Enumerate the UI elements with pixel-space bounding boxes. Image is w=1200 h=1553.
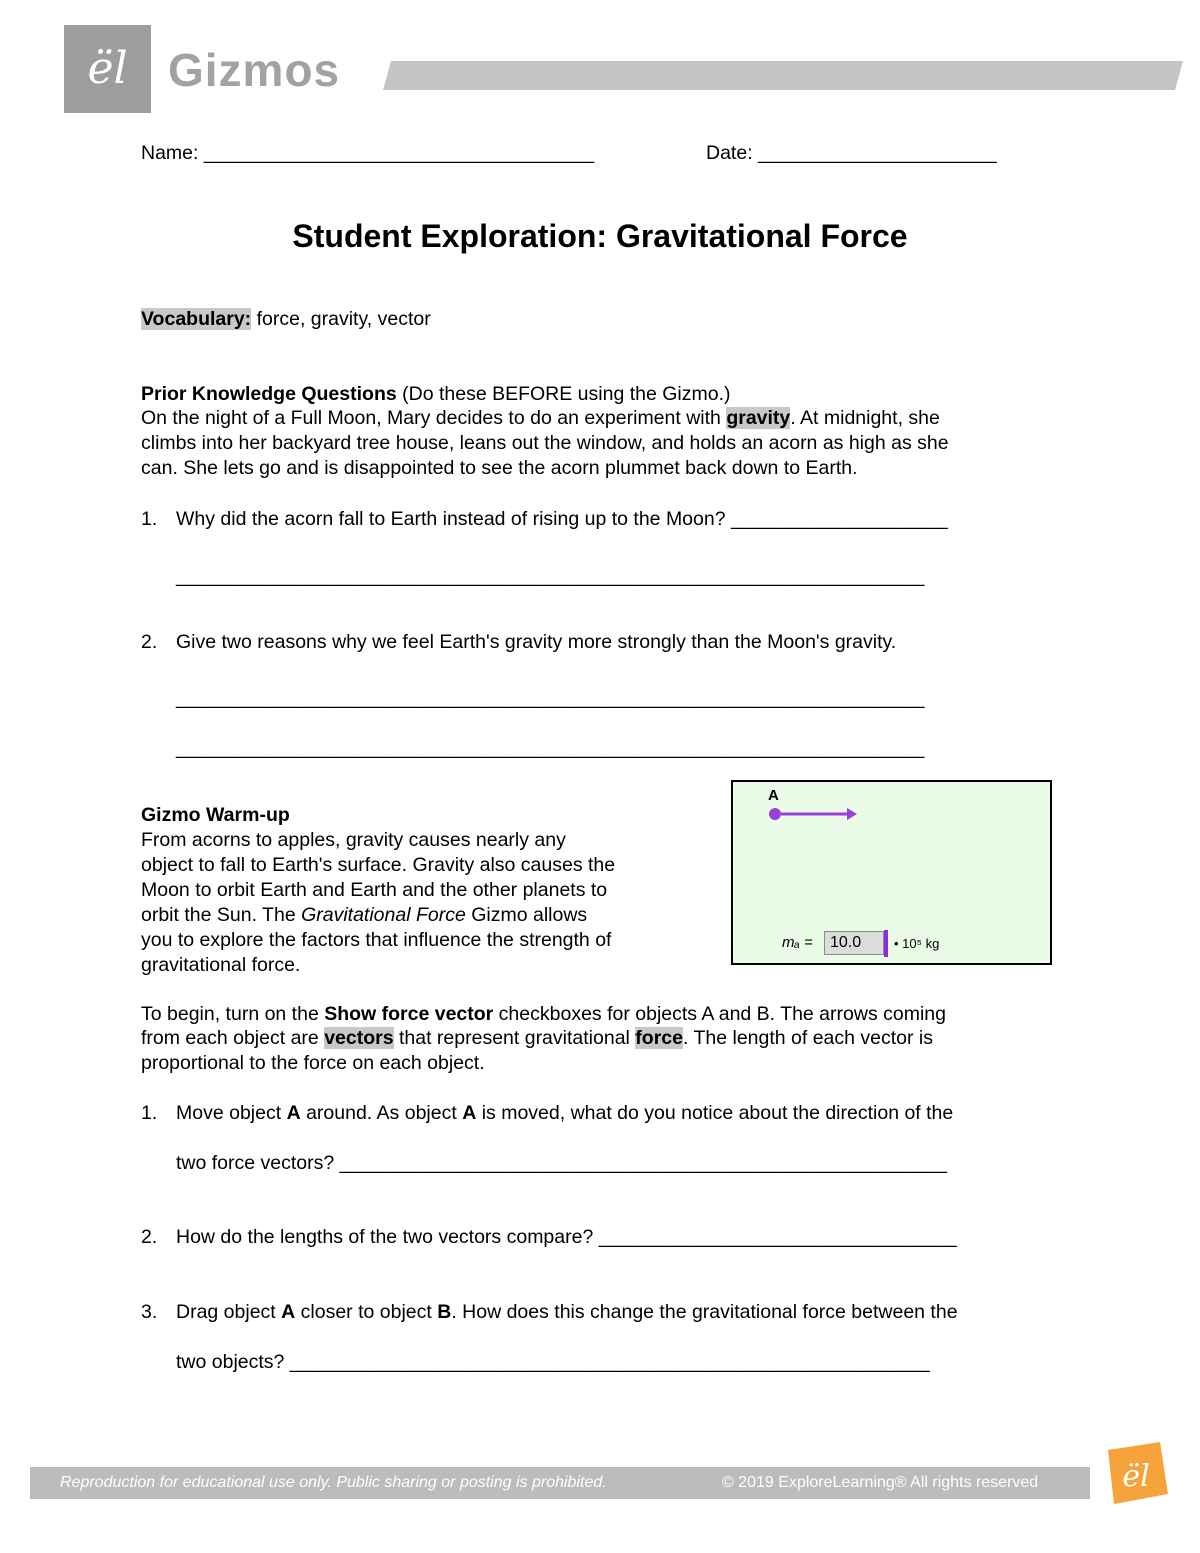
page-title: Student Exploration: Gravitational Force — [292, 218, 908, 254]
wq3-b: A — [281, 1301, 296, 1323]
name-field[interactable] — [141, 141, 594, 166]
instr-2-highlight-force: force — [635, 1027, 683, 1049]
wq1-a: Move object — [176, 1102, 287, 1124]
warmup-q1-answer-line[interactable]: two force vectors? ________________________________________________________ — [176, 1152, 947, 1174]
wq3-a: Drag object — [176, 1301, 282, 1323]
instr-2-text: from each object are — [141, 1027, 325, 1049]
warmup-q3-answer-line[interactable]: two objects? ___________________________________________________________ — [176, 1351, 930, 1373]
instr-2-highlight-vectors: vectors — [324, 1027, 394, 1049]
prior-paragraph-line-1 — [141, 406, 940, 431]
date-field[interactable] — [706, 141, 997, 166]
warmup-line-6: gravitational force. — [141, 954, 301, 976]
warmup-line-1: From acorns to apples, gravity causes nearly any — [141, 829, 566, 851]
instr-1-text: To begin, turn on the — [141, 1003, 325, 1025]
instr-2-tail: . The length of each vector is — [682, 1027, 934, 1049]
wq3-e: . How does this change the gravitational force between the — [451, 1301, 958, 1323]
object-a-ball[interactable] — [769, 808, 781, 820]
warmup-l4-tail: Gizmo allows — [465, 904, 588, 926]
header-bar-shape — [383, 61, 1183, 90]
warmup-line-5: you to explore the factors that influence the strength of — [141, 929, 612, 951]
footer-logo-glyph: ël — [1122, 1459, 1150, 1494]
force-vector-arrowhead — [847, 808, 857, 820]
warmup-l4-italic: Gravitational Force — [301, 904, 466, 926]
prior-paragraph-line-3: can. She lets go and is disappointed to see the acorn plummet back down to Earth. — [141, 457, 858, 479]
warmup-q3-text — [176, 1300, 958, 1325]
instr-2-mid: that represent gravitational — [393, 1027, 636, 1049]
warmup-line-2: object to fall to Earth's surface. Gravity also causes the — [141, 854, 616, 876]
prior-q2-text: Give two reasons why we feel Earth's gravity more strongly than the Moon's gravity. — [176, 631, 897, 653]
object-a-label: A — [768, 787, 779, 804]
mass-a-slider-handle[interactable] — [884, 930, 888, 957]
explorelearning-logo-icon: ël — [87, 43, 128, 94]
warmup-q1-text — [176, 1101, 953, 1126]
warmup-q2-text[interactable]: How do the lengths of the two vectors compare? _________________________________ — [176, 1226, 957, 1248]
wq1-c: around. As object — [300, 1102, 463, 1124]
warmup-q1-number: 1. — [141, 1102, 158, 1124]
warmup-line-3: Moon to orbit Earth and Earth and the other planets to — [141, 879, 608, 901]
explorelearning-footer-logo-icon — [1098, 1442, 1170, 1508]
force-vector-figure — [733, 800, 873, 830]
warmup-instructions-line-1 — [141, 1002, 946, 1027]
name-label: Name: — [141, 142, 199, 164]
prior-q1-text[interactable]: Why did the acorn fall to Earth instead of rising up to the Moon? ____________________ — [176, 508, 948, 530]
warmup-heading: Gizmo Warm-up — [141, 804, 290, 826]
footer-copyright: © 2019 ExploreLearning® All rights reserved — [722, 1474, 1039, 1491]
warmup-l4-text: orbit the Sun. The — [141, 904, 302, 926]
brand-name: Gizmos — [168, 44, 341, 96]
prior-knowledge-heading — [141, 382, 731, 407]
instr-1-bold: Show force vector — [324, 1003, 494, 1025]
wq3-c: closer to object — [295, 1301, 438, 1323]
prior-p1-text: On the night of a Full Moon, Mary decides to do an experiment with — [141, 407, 727, 429]
date-label: Date: — [706, 142, 753, 164]
prior-p1-highlight: gravity — [726, 407, 791, 429]
mass-a-label: mₐ = — [782, 934, 813, 951]
date-blank[interactable]: ______________________ — [758, 142, 997, 164]
prior-q1-answer-line[interactable]: _____________________________________________________________________ — [176, 565, 925, 587]
wq1-d: A — [462, 1102, 477, 1124]
warmup-q3-number: 3. — [141, 1301, 158, 1323]
prior-heading-note: (Do these BEFORE using the Gizmo.) — [396, 383, 731, 405]
warmup-line-4 — [141, 903, 587, 928]
prior-q1-number: 1. — [141, 508, 158, 530]
warmup-instructions-line-3: proportional to the force on each object. — [141, 1052, 485, 1074]
name-blank[interactable]: ____________________________________ — [203, 142, 595, 164]
prior-q2-answer-line-1[interactable]: _____________________________________________________________________ — [176, 687, 925, 709]
vocabulary-terms: force, gravity, vector — [251, 308, 431, 330]
mass-a-input[interactable]: 10.0 — [824, 931, 884, 955]
wq1-b: A — [286, 1102, 301, 1124]
footer-usage-notice: Reproduction for educational use only. Public sharing or posting is prohibited. — [60, 1474, 607, 1491]
gizmos-logo — [64, 25, 151, 113]
wq1-e: is moved, what do you notice about the direction of the — [476, 1102, 954, 1124]
warmup-q2-number: 2. — [141, 1226, 158, 1248]
prior-q2-number: 2. — [141, 631, 158, 653]
wq3-d: B — [437, 1301, 452, 1323]
mass-a-unit: • 10⁵ kg — [894, 936, 940, 951]
prior-paragraph-line-2: climbs into her backyard tree house, leans out the window, and holds an acorn as high as she — [141, 432, 949, 454]
prior-heading-bold: Prior Knowledge Questions — [141, 383, 397, 405]
prior-q2-answer-line-2[interactable]: _____________________________________________________________________ — [176, 737, 925, 759]
vocabulary-line — [141, 307, 431, 332]
warmup-instructions-line-2 — [141, 1026, 933, 1051]
instr-1-tail: checkboxes for objects A and B. The arrows coming — [493, 1003, 946, 1025]
prior-p1-tail: . At midnight, she — [790, 407, 940, 429]
header-bar — [383, 61, 1183, 90]
vocabulary-label: Vocabulary: — [141, 308, 252, 330]
